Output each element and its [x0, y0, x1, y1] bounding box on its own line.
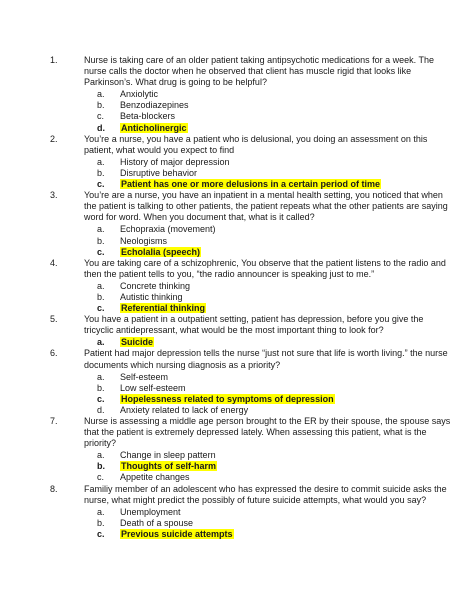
correct-answer-option: [64, 461, 454, 472]
question-number: 1.: [50, 55, 58, 65]
answer-option: [64, 518, 454, 529]
option-list: [64, 450, 454, 483]
question-text: You’re are a nurse, you have an inpatient in a mental health setting, you noticed that when the patient is talking to other patients, the patient repeats what the other patients are saying word for word. When you document that, what is it called?: [84, 190, 448, 223]
question-item: [50, 133, 454, 190]
option-letter: d.: [97, 122, 105, 133]
option-letter: a.: [97, 337, 105, 348]
option-text: Anxiety related to lack of energy: [120, 404, 249, 415]
answer-option: [64, 224, 454, 235]
option-letter: a.: [97, 450, 105, 461]
highlighted-answer-text: Hopelessness related to symptoms of depression: [121, 393, 334, 404]
question-number: 3.: [50, 190, 58, 201]
option-text: Anxiolytic: [120, 89, 159, 100]
answer-option: [64, 100, 454, 111]
option-letter: c.: [97, 179, 105, 190]
question-text: Nurse is assessing a middle age person brought to the ER by their spouse, the spouse says that the patient is extremely depressed lately. When assessing this patient, what is the priority?: [84, 416, 451, 449]
option-list: [64, 337, 454, 348]
answer-option: [64, 383, 454, 394]
answer-option: [64, 472, 454, 483]
question-text: You have a patient in a outpatient setting, patient has depression, before you give the tricyclic antidepressant, what would be the most important thing to look for?: [84, 314, 424, 336]
option-letter: a.: [97, 224, 105, 235]
highlighted-answer-text: Referential thinking: [121, 303, 206, 314]
question-item: [50, 348, 454, 416]
option-letter: b.: [97, 100, 105, 111]
answer-option: [64, 507, 454, 518]
highlighted-answer-text: Patient has one or more delusions in a certain period of time: [121, 179, 381, 190]
question-text: Nurse is taking care of an older patient taking antipsychotic medications for a week. The nurse calls the doctor when he observed that client has muscle rigid that looks like Parkinson’s. What drug is going to be helpful?: [84, 55, 435, 88]
question-text: Patient had major depression tells the nurse “just not sure that life is worth living.” the nurse documents which nursing diagnosis as a priority?: [84, 348, 448, 370]
option-letter: a.: [97, 371, 105, 382]
question-number: 8.: [50, 483, 58, 494]
question-list: [50, 55, 454, 540]
highlighted-answer-text: Anticholinergic: [121, 122, 187, 133]
option-text: Unemployment: [120, 506, 181, 517]
option-text: Concrete thinking: [120, 280, 191, 291]
answer-option: [64, 89, 454, 100]
question-item: [50, 55, 454, 134]
question-number: 7.: [50, 416, 58, 426]
option-text: Autistic thinking: [120, 291, 183, 302]
option-letter: c.: [97, 111, 105, 122]
option-letter: b.: [97, 291, 105, 302]
answer-option: [64, 168, 454, 179]
option-text: Benzodiazepines: [120, 100, 189, 111]
correct-answer-option: [64, 179, 454, 190]
highlighted-answer-text: Previous suicide attempts: [121, 528, 233, 539]
question-number: 6.: [50, 348, 58, 359]
question-text: You are taking care of a schizophrenic, You observe that the patient listens to the radio and then the patient tells to you, “the radio announcer is speaking just to me.”: [84, 257, 446, 279]
question-text: Familiy member of an adolescent who has expressed the desire to commit suicide asks the nurse, what might predict the possibly of future suicide attempts, what would you say?: [84, 483, 447, 505]
correct-answer-option: [64, 247, 454, 258]
answer-option: [64, 236, 454, 247]
question-item: [50, 416, 454, 484]
question-item: [50, 314, 454, 348]
option-text: Low self-esteem: [120, 382, 186, 393]
option-letter: c.: [97, 303, 105, 314]
option-letter: a.: [97, 89, 105, 100]
option-letter: d.: [97, 404, 105, 415]
answer-option: [64, 111, 454, 122]
question-item: [50, 483, 454, 540]
correct-answer-option: [64, 303, 454, 314]
answer-option: [64, 450, 454, 461]
question-number: 2.: [50, 133, 58, 144]
highlighted-answer-text: Suicide: [121, 337, 154, 348]
option-list: [64, 224, 454, 257]
correct-answer-option: [64, 529, 454, 540]
option-text: Neologisms: [120, 235, 168, 246]
option-text: Self-esteem: [120, 371, 169, 382]
question-text: You’re a nurse, you have a patient who is delusional, you doing an assessment on this patient, what would you expect to find: [84, 133, 428, 155]
option-letter: b.: [97, 461, 105, 472]
option-list: [64, 507, 454, 540]
option-letter: c.: [97, 246, 105, 257]
highlighted-answer-text: Thoughts of self-harm: [121, 461, 216, 472]
option-letter: a.: [97, 506, 105, 517]
option-text: History of major depression: [120, 156, 230, 167]
question-item: [50, 257, 454, 314]
option-list: [64, 157, 454, 190]
answer-option: [64, 281, 454, 292]
option-letter: a.: [97, 280, 105, 291]
correct-answer-option: [64, 337, 454, 348]
correct-answer-option: [64, 394, 454, 405]
option-text: Beta-blockers: [120, 111, 176, 122]
option-letter: c.: [97, 528, 105, 539]
question-number: 5.: [50, 314, 58, 325]
option-letter: a.: [97, 156, 105, 167]
option-letter: b.: [97, 517, 105, 528]
answer-option: [64, 292, 454, 303]
question-number: 4.: [50, 257, 58, 268]
correct-answer-option: [64, 123, 454, 134]
option-letter: c.: [97, 393, 105, 404]
option-letter: c.: [97, 472, 105, 483]
option-list: [64, 372, 454, 416]
option-text: Death of a spouse: [120, 517, 194, 528]
option-list: [64, 281, 454, 314]
question-item: [50, 190, 454, 258]
option-letter: b.: [97, 235, 105, 246]
option-letter: b.: [97, 382, 105, 393]
option-text: Change in sleep pattern: [120, 450, 216, 461]
option-text: Echopraxia (movement): [120, 224, 216, 235]
highlighted-answer-text: Echolalia (speech): [121, 246, 201, 257]
option-text: Disruptive behavior: [120, 167, 198, 178]
answer-option: [64, 372, 454, 383]
option-text: Appetite changes: [120, 472, 190, 483]
option-letter: b.: [97, 167, 105, 178]
answer-option: [64, 157, 454, 168]
answer-option: [64, 405, 454, 416]
option-list: [64, 89, 454, 133]
